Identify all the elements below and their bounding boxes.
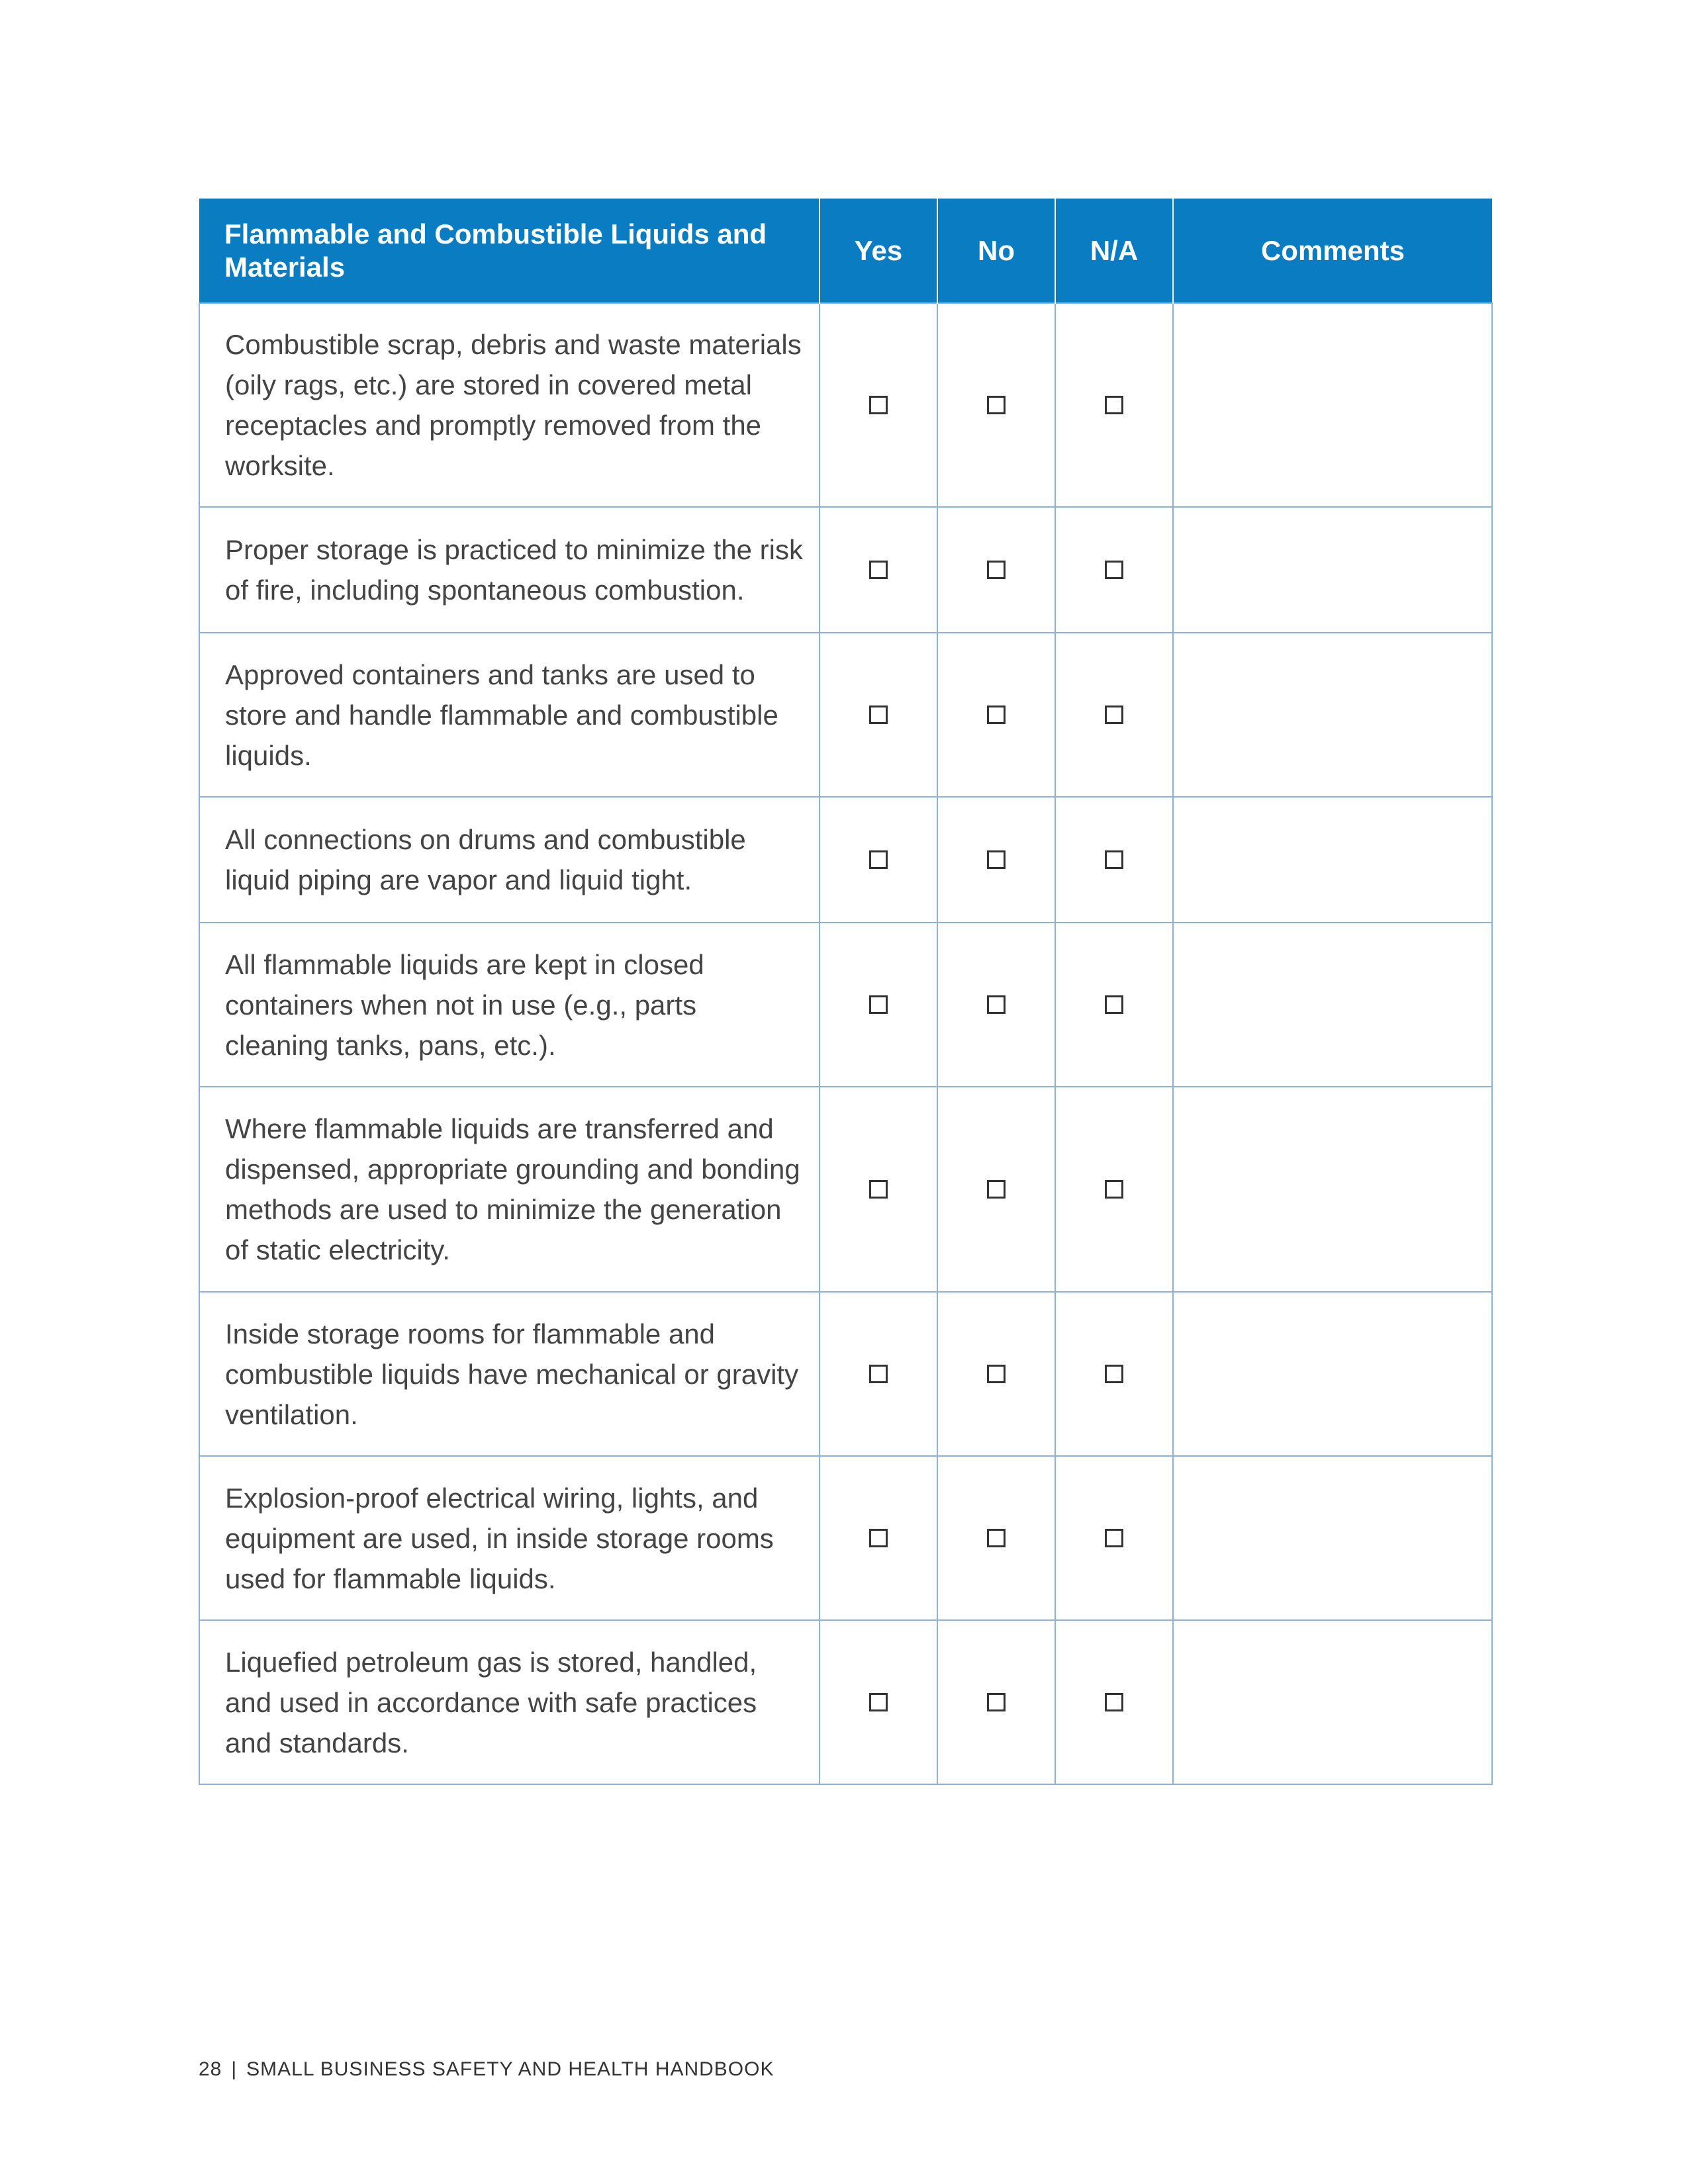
header-comments: Comments <box>1173 199 1492 303</box>
checklist-row <box>199 923 1492 1087</box>
yes-cell <box>820 303 937 507</box>
no-checkbox[interactable] <box>987 1365 1006 1383</box>
na-checkbox[interactable] <box>1105 1180 1123 1199</box>
checklist-row <box>199 1620 1492 1784</box>
no-cell <box>937 1292 1055 1456</box>
yes-checkbox[interactable] <box>869 1529 888 1547</box>
page-footer <box>199 2058 774 2081</box>
yes-cell <box>820 1292 937 1456</box>
no-checkbox[interactable] <box>987 561 1006 579</box>
yes-cell <box>820 923 937 1087</box>
yes-cell <box>820 507 937 633</box>
row-item-text: Explosion-proof electrical wiring, lights, and equipment are used, in inside storage rooms used for flammable liquids. <box>199 1456 820 1620</box>
page-number: 28 <box>199 2058 222 2080</box>
no-checkbox[interactable] <box>987 705 1006 724</box>
row-item-text: Liquefied petroleum gas is stored, handled, and used in accordance with safe practices and standards. <box>199 1620 820 1784</box>
na-checkbox[interactable] <box>1105 1693 1123 1711</box>
row-item-text: Combustible scrap, debris and waste materials (oily rags, etc.) are stored in covered metal receptacles and promptly removed from the worksite. <box>199 303 820 507</box>
na-cell <box>1055 1087 1173 1292</box>
na-cell <box>1055 923 1173 1087</box>
yes-checkbox[interactable] <box>869 396 888 414</box>
yes-checkbox[interactable] <box>869 561 888 579</box>
no-cell <box>937 797 1055 923</box>
no-checkbox[interactable] <box>987 850 1006 869</box>
row-item-text: All connections on drums and combustible liquid piping are vapor and liquid tight. <box>199 797 820 923</box>
comments-cell[interactable] <box>1173 1292 1492 1456</box>
row-item-text: Proper storage is practiced to minimize the risk of fire, including spontaneous combustion. <box>199 507 820 633</box>
header-no: No <box>937 199 1055 303</box>
na-checkbox[interactable] <box>1105 705 1123 724</box>
no-cell <box>937 633 1055 797</box>
no-checkbox[interactable] <box>987 1693 1006 1711</box>
footer-separator: | <box>231 2058 238 2080</box>
comments-cell[interactable] <box>1173 633 1492 797</box>
no-checkbox[interactable] <box>987 1180 1006 1199</box>
checklist-row <box>199 797 1492 923</box>
na-checkbox[interactable] <box>1105 1529 1123 1547</box>
na-cell <box>1055 1456 1173 1620</box>
no-checkbox[interactable] <box>987 396 1006 414</box>
no-cell <box>937 1620 1055 1784</box>
row-item-text: All flammable liquids are kept in closed containers when not in use (e.g., parts cleaning tanks, pans, etc.). <box>199 923 820 1087</box>
no-cell <box>937 1456 1055 1620</box>
row-item-text: Where flammable liquids are transferred and dispensed, appropriate grounding and bonding methods are used to minimize the generation of static electricity. <box>199 1087 820 1292</box>
na-checkbox[interactable] <box>1105 561 1123 579</box>
row-item-text: Inside storage rooms for flammable and combustible liquids have mechanical or gravity ventilation. <box>199 1292 820 1456</box>
na-cell <box>1055 1292 1173 1456</box>
na-cell <box>1055 1620 1173 1784</box>
na-cell <box>1055 633 1173 797</box>
comments-cell[interactable] <box>1173 1456 1492 1620</box>
header-na: N/A <box>1055 199 1173 303</box>
yes-checkbox[interactable] <box>869 1693 888 1711</box>
no-cell <box>937 303 1055 507</box>
na-checkbox[interactable] <box>1105 396 1123 414</box>
checklist-row <box>199 507 1492 633</box>
yes-checkbox[interactable] <box>869 995 888 1014</box>
comments-cell[interactable] <box>1173 507 1492 633</box>
yes-cell <box>820 633 937 797</box>
no-cell <box>937 1087 1055 1292</box>
checklist-row <box>199 303 1492 507</box>
checklist-row <box>199 1087 1492 1292</box>
yes-cell <box>820 1456 937 1620</box>
na-cell <box>1055 507 1173 633</box>
na-cell <box>1055 303 1173 507</box>
header-yes: Yes <box>820 199 937 303</box>
yes-cell <box>820 797 937 923</box>
checklist-header-row <box>199 199 1492 303</box>
yes-cell <box>820 1087 937 1292</box>
comments-cell[interactable] <box>1173 1087 1492 1292</box>
no-checkbox[interactable] <box>987 1529 1006 1547</box>
no-checkbox[interactable] <box>987 995 1006 1014</box>
checklist-row <box>199 1456 1492 1620</box>
comments-cell[interactable] <box>1173 923 1492 1087</box>
yes-checkbox[interactable] <box>869 1180 888 1199</box>
na-checkbox[interactable] <box>1105 850 1123 869</box>
yes-checkbox[interactable] <box>869 705 888 724</box>
yes-cell <box>820 1620 937 1784</box>
comments-cell[interactable] <box>1173 303 1492 507</box>
na-cell <box>1055 797 1173 923</box>
na-checkbox[interactable] <box>1105 1365 1123 1383</box>
no-cell <box>937 507 1055 633</box>
comments-cell[interactable] <box>1173 797 1492 923</box>
checklist-row <box>199 1292 1492 1456</box>
row-item-text: Approved containers and tanks are used to store and handle flammable and combustible liquids. <box>199 633 820 797</box>
header-item: Flammable and Combustible Liquids and Materials <box>199 199 820 303</box>
yes-checkbox[interactable] <box>869 850 888 869</box>
checklist-row <box>199 633 1492 797</box>
comments-cell[interactable] <box>1173 1620 1492 1784</box>
no-cell <box>937 923 1055 1087</box>
yes-checkbox[interactable] <box>869 1365 888 1383</box>
handbook-title: SMALL BUSINESS SAFETY AND HEALTH HANDBOOK <box>246 2058 774 2080</box>
na-checkbox[interactable] <box>1105 995 1123 1014</box>
flammable-liquids-checklist <box>199 199 1493 1785</box>
